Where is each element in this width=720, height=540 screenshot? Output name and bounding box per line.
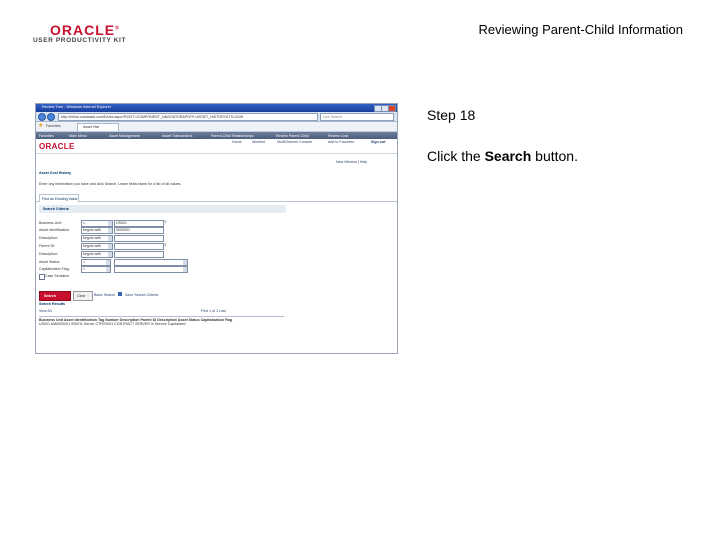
- results-pagination[interactable]: First 1 of 1 Last: [201, 309, 226, 313]
- results-header: Business Unit Asset Identification Tag Number Description Parent ID Description Asset Status Capitalization Flag: [39, 316, 284, 322]
- value-input[interactable]: [114, 251, 164, 258]
- back-icon[interactable]: [38, 113, 46, 121]
- lookup-icon[interactable]: ⚲: [164, 243, 167, 247]
- menu-item-review-parent-child[interactable]: Review Parent-Child: [276, 133, 309, 138]
- operator-select[interactable]: begins with: [81, 251, 113, 258]
- dropdown-icon: [106, 260, 110, 265]
- page-links[interactable]: New Window | Help: [336, 160, 368, 164]
- step-instruction: Click the Search button.: [427, 148, 578, 164]
- window-title: Review Tree - Windows Internet Explorer: [42, 105, 112, 109]
- value-input[interactable]: [114, 243, 164, 250]
- basic-search-link[interactable]: Basic Search: [94, 293, 116, 297]
- dropdown-icon: [108, 228, 112, 233]
- header-link-sign-out[interactable]: Sign out: [371, 140, 386, 144]
- value-input[interactable]: US001: [114, 220, 164, 227]
- favorites-bar: [36, 122, 397, 132]
- save-icon[interactable]: [118, 292, 122, 296]
- field-label: Asset Status:: [39, 260, 61, 264]
- menu-item-parent-child[interactable]: Parent-Child Relationships: [211, 133, 254, 138]
- browser-tab[interactable]: Asset Hist: [77, 123, 119, 131]
- operator-select[interactable]: begins with: [81, 235, 113, 242]
- slide-title: Reviewing Parent-Child Information: [478, 22, 683, 37]
- field-label: Asset Identification:: [39, 228, 71, 232]
- browser-search-field[interactable]: Live Search: [320, 113, 394, 121]
- operator-select[interactable]: =: [81, 220, 113, 227]
- dropdown-icon: [108, 252, 112, 257]
- close-icon[interactable]: [388, 105, 396, 112]
- app-oracle-logo: ORACLE: [39, 142, 75, 151]
- app-header: [36, 139, 397, 154]
- operator-select[interactable]: begins with: [81, 227, 113, 234]
- dropdown-icon: [106, 267, 110, 272]
- dropdown-icon: [108, 221, 112, 226]
- view-all-link[interactable]: View All: [39, 309, 52, 313]
- value-select[interactable]: [114, 259, 188, 266]
- favorites-star-icon[interactable]: ★: [38, 123, 44, 129]
- operator-select[interactable]: =: [81, 266, 111, 273]
- dropdown-icon: [108, 236, 112, 241]
- table-row[interactable]: US001 AM0000001 000011 Server CTRV0001 CONTRACT SERVER In Service Capitalized: [39, 322, 186, 326]
- field-label: Business Unit:: [39, 221, 62, 225]
- field-label: Parent ID:: [39, 244, 56, 248]
- menu-item-asset-transactions[interactable]: Asset Transactions: [162, 133, 193, 138]
- url-field[interactable]: http://hrlink.oracleads.com/EA/ex.aspx?ROOT=COMPONENT_NAVIGATOR&PNTF=ASSET_HISTORY&TS=2026: [58, 113, 318, 121]
- application-screenshot: [35, 103, 398, 354]
- header-link-multichannel[interactable]: MultiChannel Console: [277, 140, 313, 144]
- header-link-worklist[interactable]: Worklist: [252, 140, 265, 144]
- instruction-keyword: Search: [484, 148, 532, 164]
- page-title: Asset Cost History: [39, 171, 72, 175]
- field-label: Capitalization Flag:: [39, 267, 70, 271]
- value-input[interactable]: 0000001: [114, 227, 164, 234]
- results-title: Search Results: [39, 302, 65, 306]
- checkbox-label: Case Sensitive: [45, 274, 69, 278]
- search-button[interactable]: Search: [39, 291, 71, 301]
- address-bar: [36, 112, 397, 122]
- menu-item-main-menu[interactable]: Main Menu: [69, 133, 87, 138]
- operator-select[interactable]: begins with: [81, 243, 113, 250]
- value-input[interactable]: [114, 235, 164, 242]
- oracle-logo: ORACLE®: [50, 22, 120, 38]
- operator-select[interactable]: =: [81, 259, 111, 266]
- forward-icon[interactable]: [47, 113, 55, 121]
- lookup-icon[interactable]: ⚲: [164, 220, 167, 224]
- menu-item-favorites[interactable]: Favorites: [39, 133, 54, 138]
- menu-item-asset-management[interactable]: Asset Management: [109, 133, 140, 138]
- upk-logo-text: USER PRODUCTIVITY KIT: [33, 37, 127, 44]
- browser-title-bar: [36, 104, 397, 112]
- search-criteria-section[interactable]: Search Criteria: [39, 205, 286, 213]
- page-tab-bar: [36, 194, 397, 202]
- favorites-label[interactable]: Favorites: [46, 124, 61, 128]
- value-select[interactable]: [114, 266, 188, 273]
- tab-find-existing[interactable]: Find an Existing Value: [39, 194, 79, 202]
- page-instructions: Enter any information you have and click Search. Leave fields blank for a list of all values.: [39, 182, 182, 186]
- header-link-add-favorites[interactable]: Add to Favorites: [328, 140, 355, 144]
- save-search-criteria-link[interactable]: Save Search Criteria: [125, 293, 159, 297]
- menu-item-review-cost[interactable]: Review Cost: [328, 133, 349, 138]
- clear-button[interactable]: Clear: [73, 291, 93, 301]
- header-link-home[interactable]: Home: [232, 140, 242, 144]
- step-number: Step 18: [427, 107, 476, 123]
- dropdown-icon: [183, 260, 187, 265]
- dropdown-icon: [183, 267, 187, 272]
- field-label: Description:: [39, 236, 58, 240]
- field-label: Description:: [39, 252, 58, 256]
- app-menu-bar: [36, 132, 397, 139]
- dropdown-icon: [108, 244, 112, 249]
